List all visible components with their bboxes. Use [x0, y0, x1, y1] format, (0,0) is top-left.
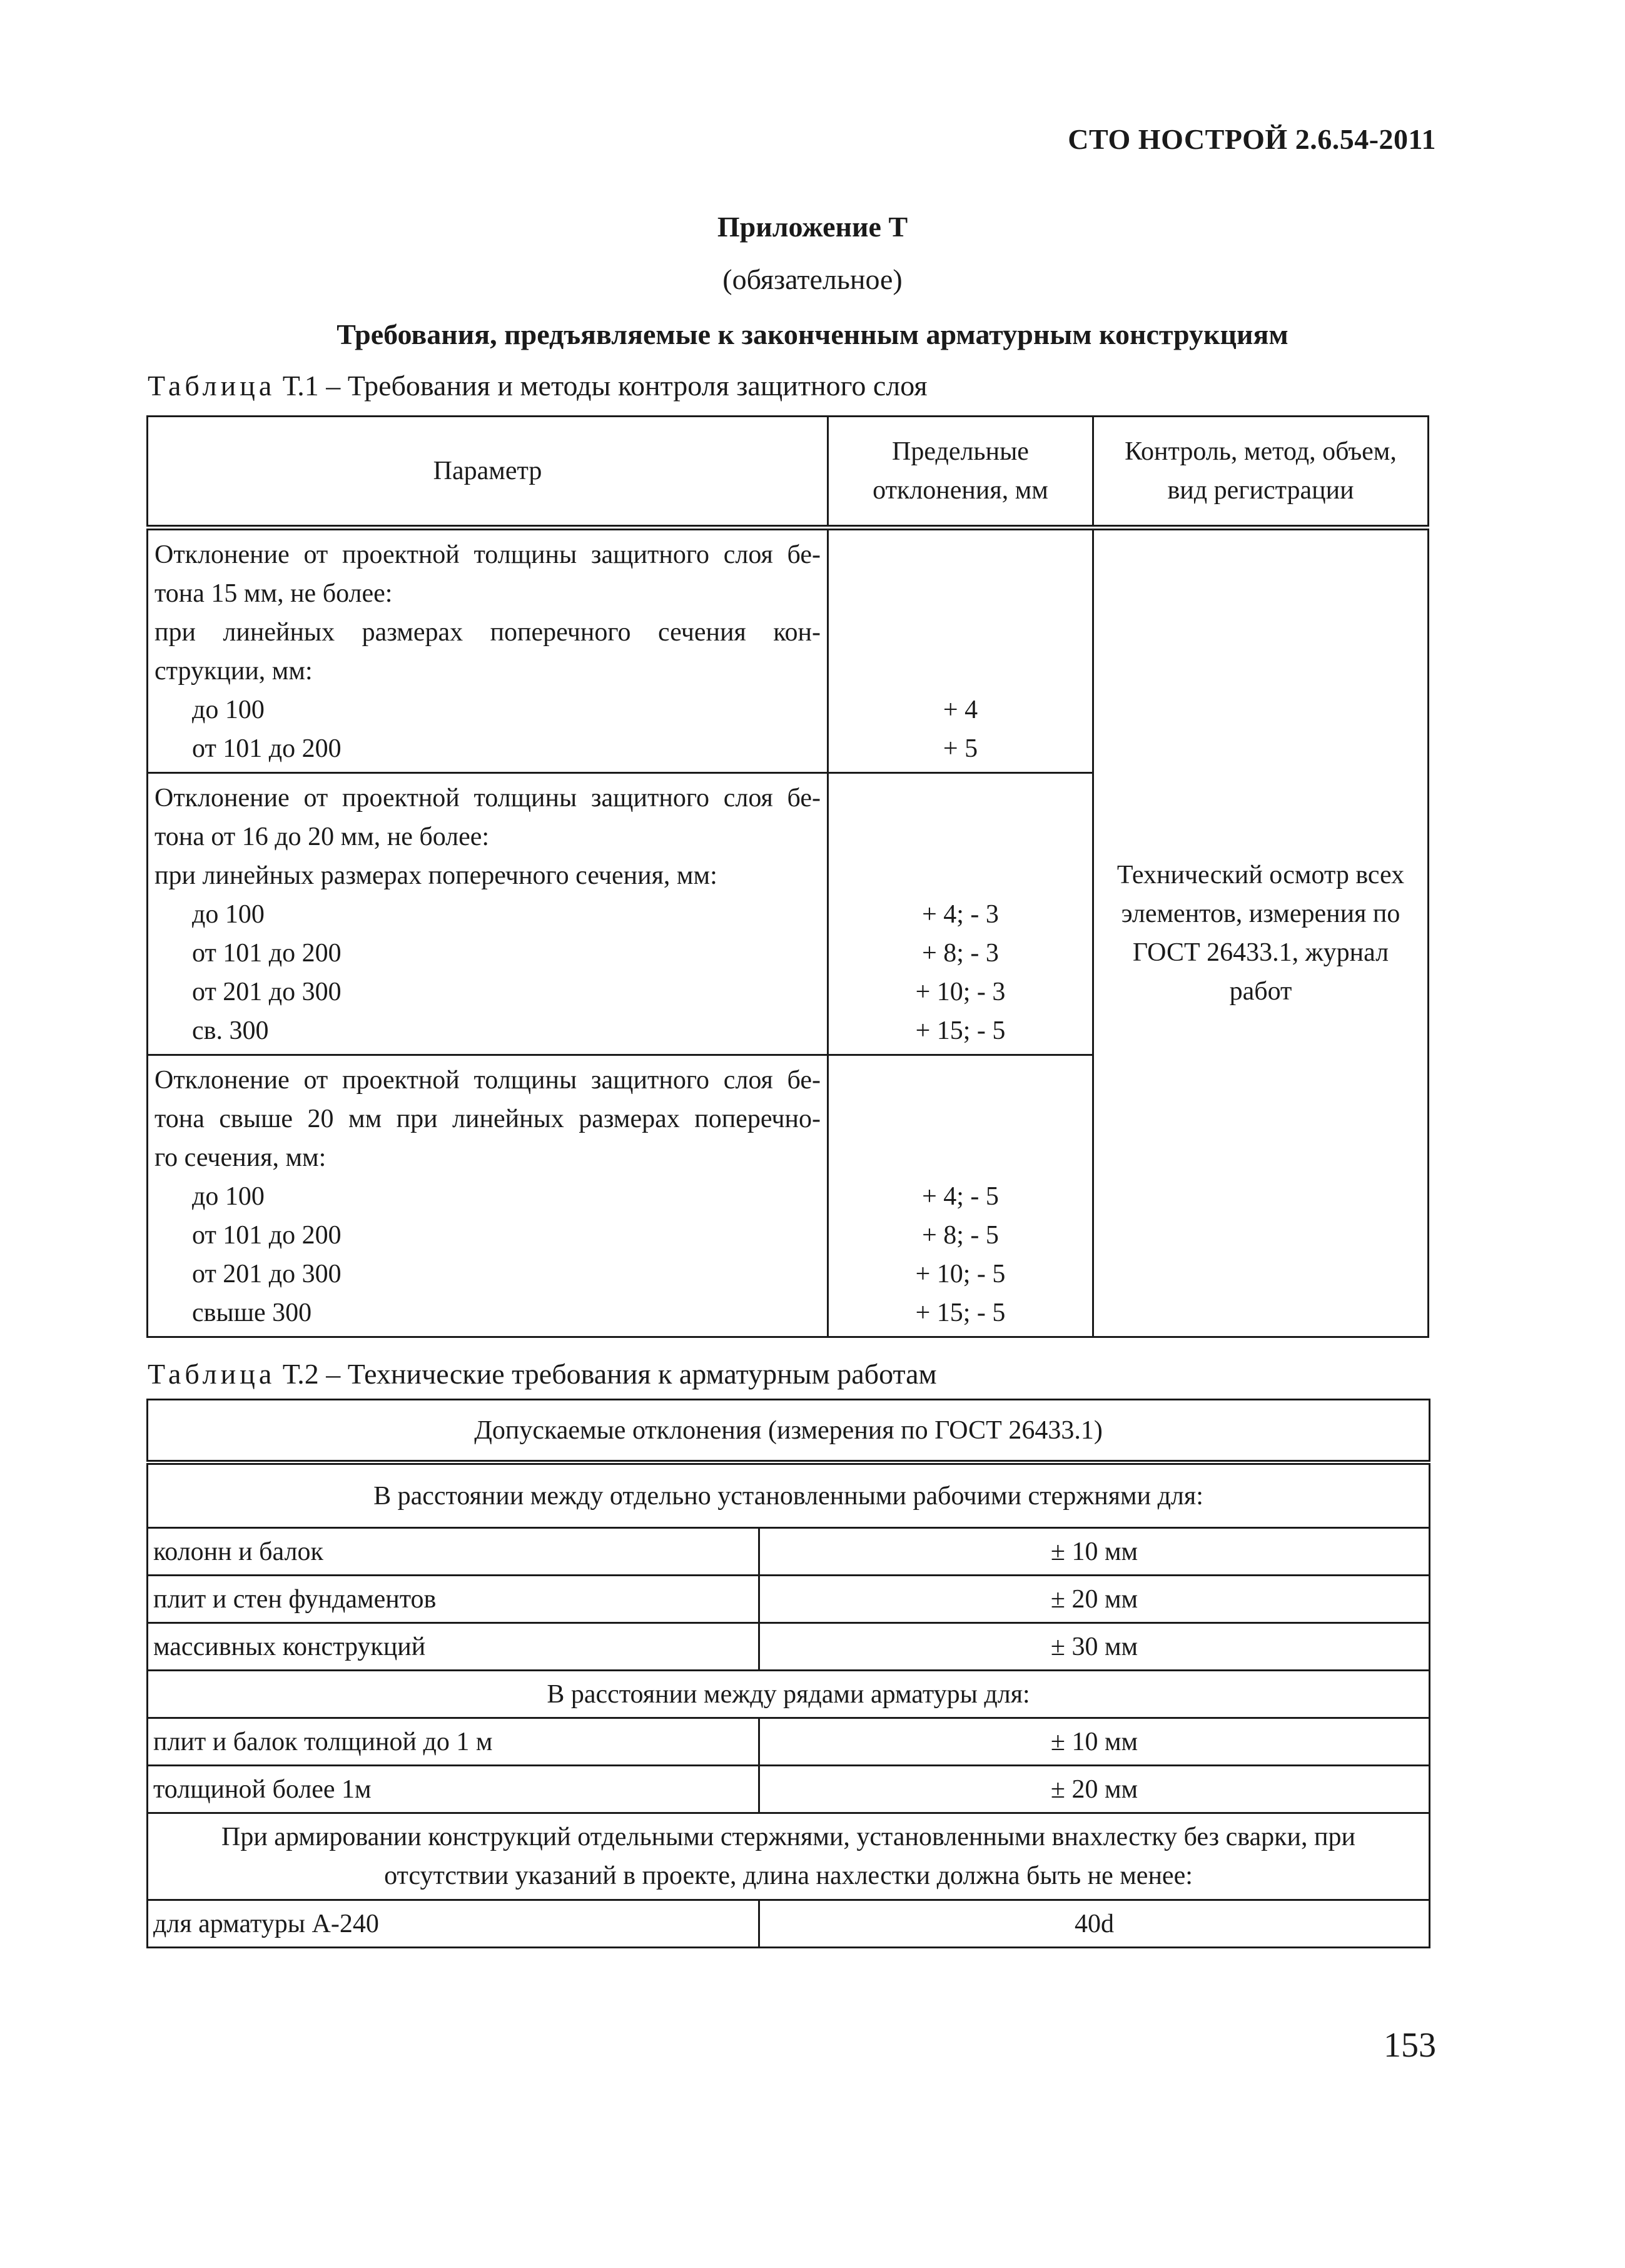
- table2-label-cell: плит и балок толщиной до 1 м: [148, 1718, 759, 1766]
- table2-value-cell: 40d: [759, 1900, 1430, 1948]
- table2-row: [148, 1900, 1430, 1948]
- table1-param-cell: Отклонение от проектной толщины защитного слоя бе- тона 15 мм, не более: при линейных размерах поперечного сечения кон- струкции, мм: до 100 от 101 до 200: [148, 528, 828, 773]
- appendix-title: Приложение Т: [717, 211, 908, 243]
- table2-row: [148, 1766, 1430, 1813]
- table1-deviation-cell: + 4; - 3 + 8; - 3 + 10; - 3 + 15; - 5: [828, 773, 1093, 1055]
- table2-label-cell: для арматуры А-240: [148, 1900, 759, 1948]
- section-title: Требования, предъявляемые к законченным арматурным конструкциям: [337, 318, 1288, 350]
- table1-deviation-cell: + 4; - 5 + 8; - 5 + 10; - 5 + 15; - 5: [828, 1055, 1093, 1337]
- table2-caption: [148, 1357, 937, 1390]
- table1-header-control: Контроль, метод, объем, вид регистрации: [1093, 417, 1429, 528]
- table2-section-title: В расстоянии между рядами арматуры для:: [148, 1671, 1430, 1718]
- table2-label-cell: толщиной более 1м: [148, 1766, 759, 1813]
- standard-code: СТО НОСТРОЙ 2.6.54-2011: [1068, 123, 1436, 155]
- table2-value-cell: ± 10 мм: [759, 1718, 1430, 1766]
- table2-value-cell: ± 20 мм: [759, 1766, 1430, 1813]
- table2-row: [148, 1623, 1430, 1671]
- table1: [146, 415, 1429, 1338]
- table2-section-row: [148, 1671, 1430, 1718]
- table2-row: [148, 1528, 1430, 1576]
- table2: [146, 1399, 1430, 1948]
- table2-caption-label: Таблица: [148, 1358, 276, 1390]
- table1-header-row: [148, 417, 1429, 528]
- table1-param-cell: Отклонение от проектной толщины защитного слоя бе- тона свыше 20 мм при линейных размерах поперечно- го сечения, мм: до 100 от 101 до 200 от 201 до 300 свыше 300: [148, 1055, 828, 1337]
- table1-caption: [148, 369, 927, 402]
- table2-row: [148, 1576, 1430, 1623]
- table2-value-cell: ± 10 мм: [759, 1528, 1430, 1576]
- table2-section-row: [148, 1813, 1430, 1900]
- table1-header-deviation: Предельные отклонения, мм: [828, 417, 1093, 528]
- table1-header-param: Параметр: [148, 417, 828, 528]
- page-number: 153: [1384, 2026, 1436, 2065]
- table2-label-cell: массивных конструкций: [148, 1623, 759, 1671]
- table1-caption-text: Т.1 – Требования и методы контроля защитного слоя: [275, 370, 928, 402]
- table1-param-cell: Отклонение от проектной толщины защитного слоя бе- тона от 16 до 20 мм, не более: при линейных размерах поперечного сечения, мм: до 100 от 101 до 200 от 201 до 300 св. 300: [148, 773, 828, 1055]
- appendix-note: (обязательное): [722, 263, 903, 295]
- table2-label-cell: колонн и балок: [148, 1528, 759, 1576]
- table2-caption-text: Т.2 – Технические требования к арматурным работам: [275, 1358, 937, 1390]
- table1-control-cell: Технический осмотр всех элементов, измерения по ГОСТ 26433.1, журнал работ: [1093, 528, 1429, 1337]
- table2-header-row: [148, 1400, 1430, 1463]
- table2-label-cell: плит и стен фундаментов: [148, 1576, 759, 1623]
- table2-value-cell: ± 30 мм: [759, 1623, 1430, 1671]
- table2-section-title: В расстоянии между отдельно установленными рабочими стержнями для:: [148, 1462, 1430, 1528]
- table2-section-title: При армировании конструкций отдельными стержнями, установленными внахлестку без сварки, при отсутствии указаний в проекте, длина нахлестки должна быть не менее:: [148, 1813, 1430, 1900]
- table2-row: [148, 1718, 1430, 1766]
- table2-value-cell: ± 20 мм: [759, 1576, 1430, 1623]
- table1-caption-label: Таблица: [148, 370, 276, 402]
- table1-deviation-cell: + 4 + 5: [828, 528, 1093, 773]
- table2-header: Допускаемые отклонения (измерения по ГОСТ 26433.1): [148, 1400, 1430, 1463]
- table2-section-row: [148, 1462, 1430, 1528]
- table1-row: [148, 528, 1429, 773]
